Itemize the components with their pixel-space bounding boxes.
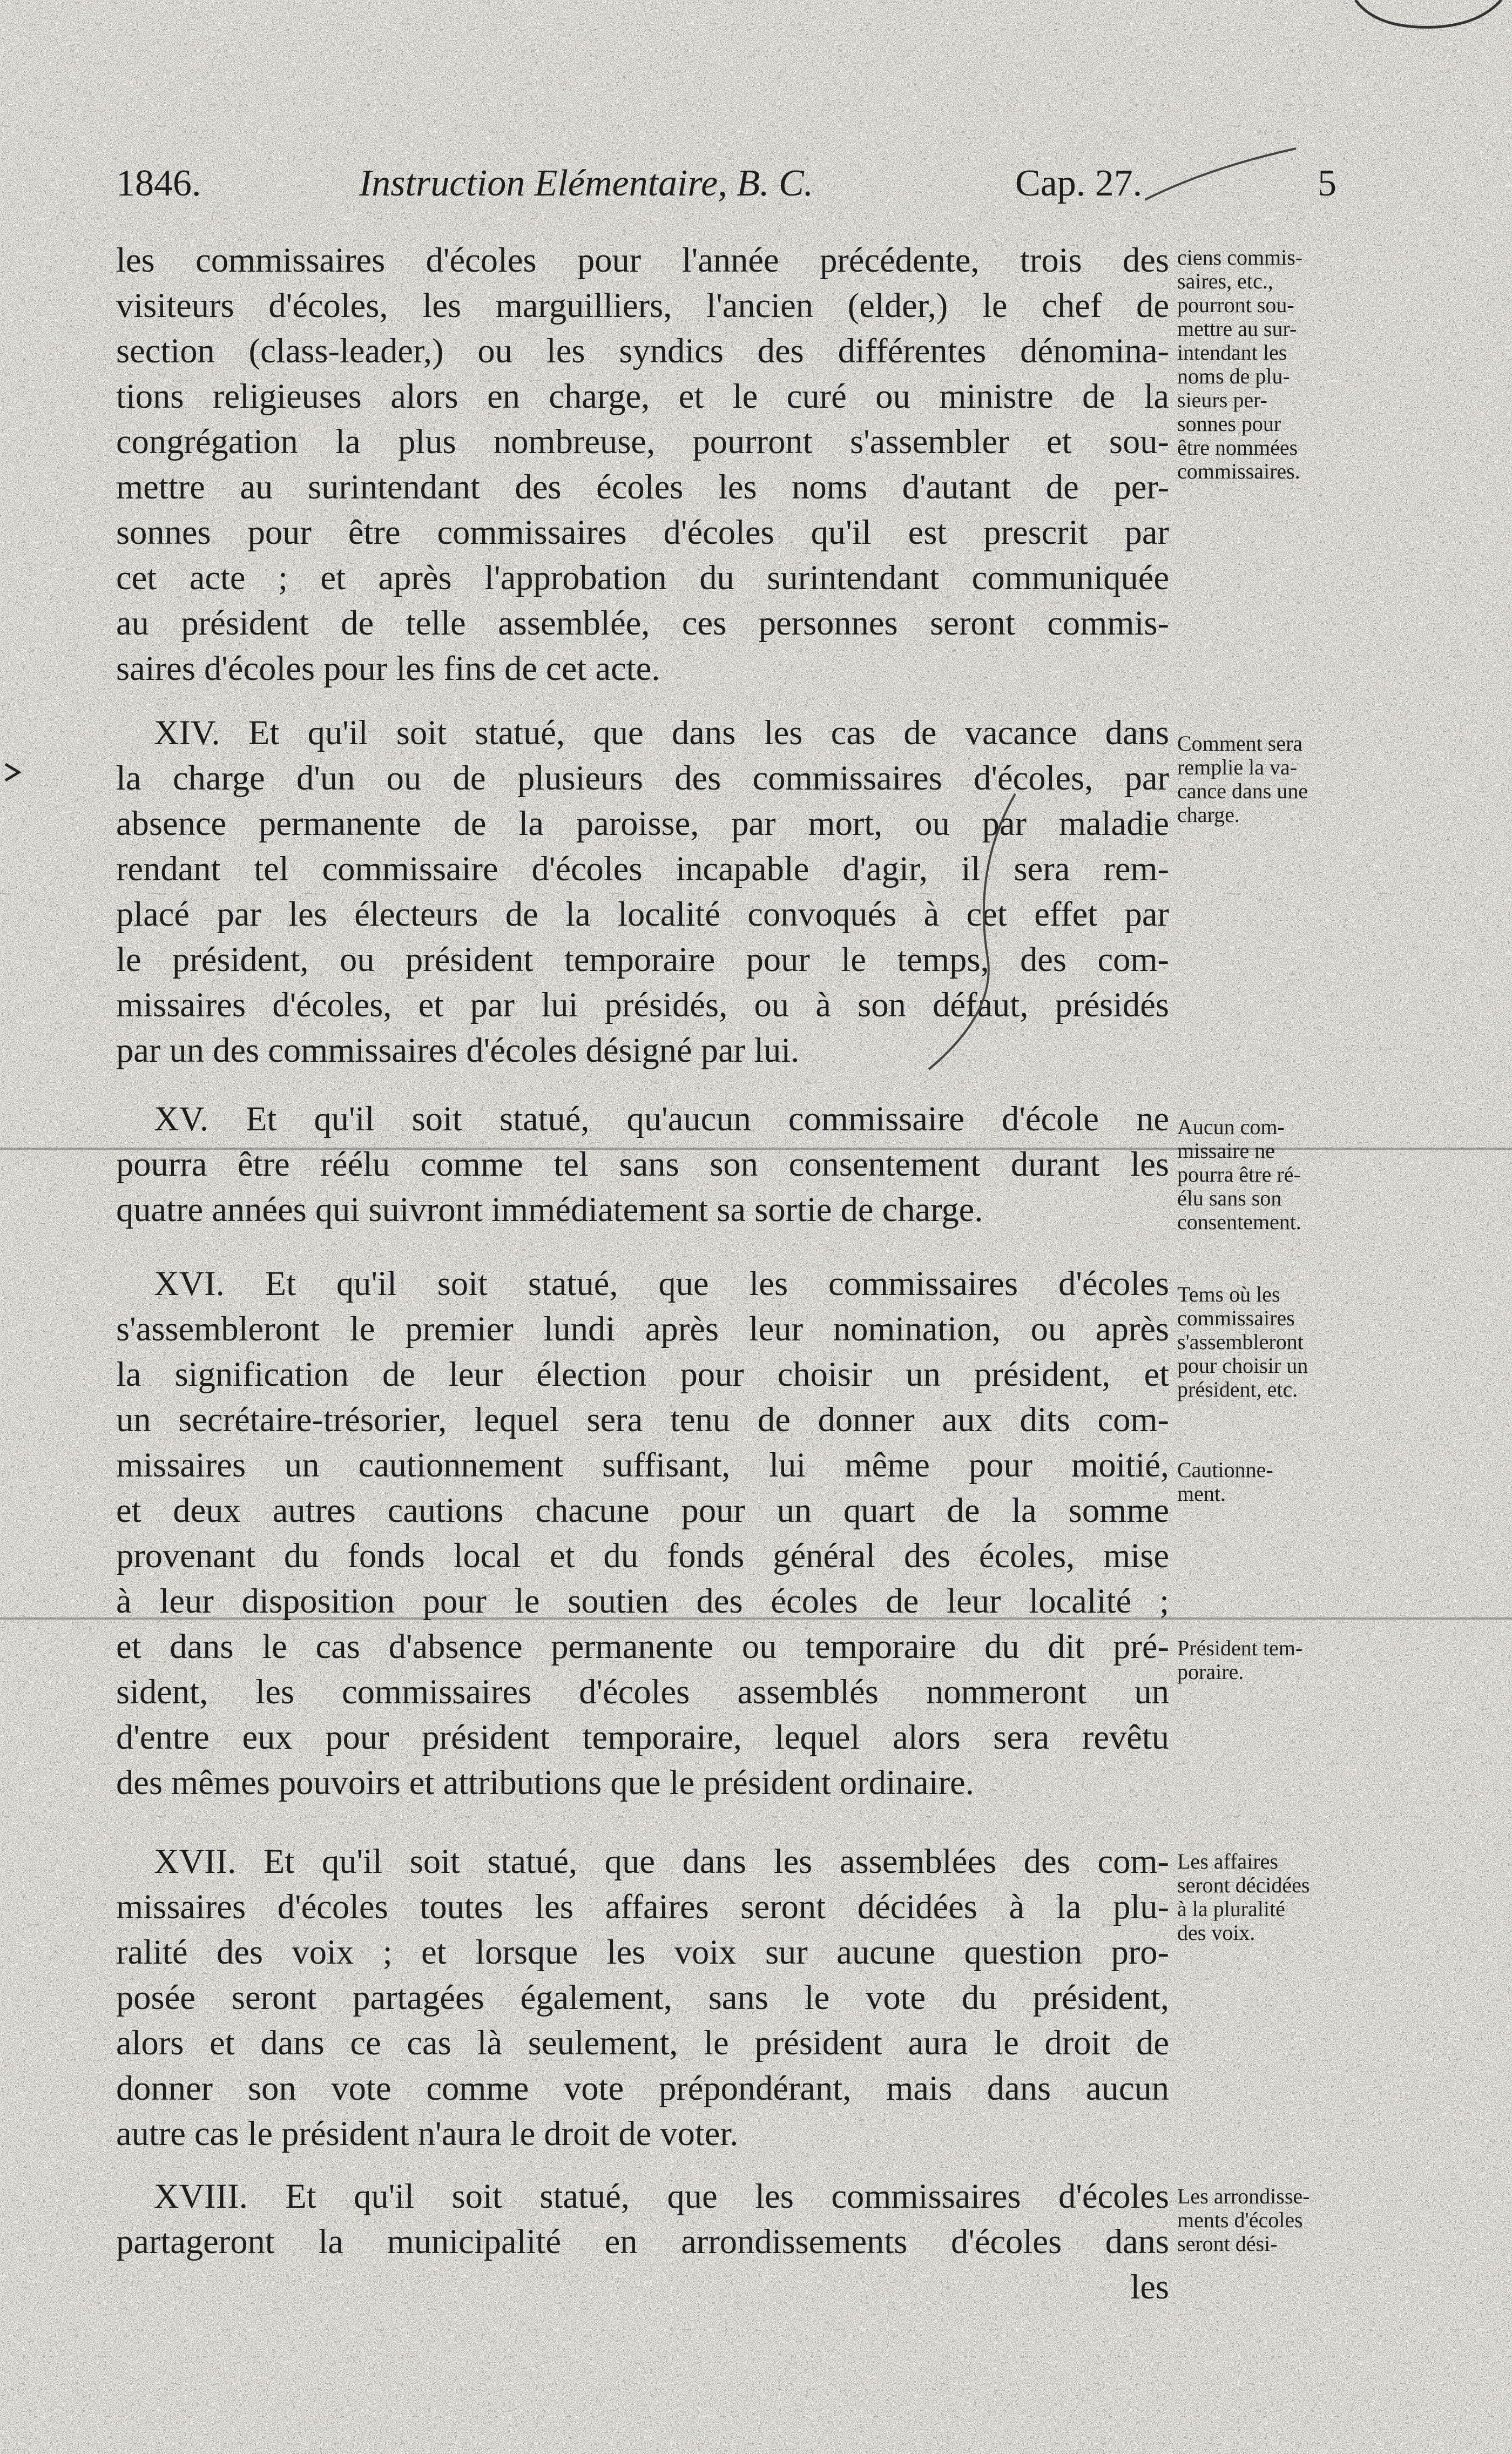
header-year: 1846. (116, 162, 201, 205)
text-line: placé par les électeurs de la localité convoqués à cet effet par (116, 892, 1169, 937)
text-line: rendant tel commissaire d'écoles incapable d'agir, il sera rem- (116, 846, 1169, 892)
text-line: sident, les commissaires d'écoles assemblés nommeront un (116, 1669, 1169, 1715)
margin-line: s'assembleront (1177, 1330, 1372, 1354)
text-line: section (class-leader,) ou les syndics des différentes dénomina- (116, 328, 1169, 374)
text-line: au président de telle assemblée, ces personnes seront commis- (116, 601, 1169, 646)
text-line: le président, ou président temporaire pour le temps, des com- (116, 937, 1169, 982)
text-line: pourra être réélu comme tel sans son consentement durant les (116, 1142, 1169, 1187)
text-line: à leur disposition pour le soutien des écoles de leur localité ; (116, 1579, 1169, 1624)
text-line: missaires un cautionnement suffisant, lui même pour moitié, (116, 1442, 1169, 1488)
text-line: ralité des voix ; et lorsque les voix sur aucune question pro- (116, 1930, 1169, 1975)
margin-line: être nommées (1177, 436, 1372, 460)
margin-line: seront décidées (1177, 1873, 1372, 1897)
text-line: mettre au surintendant des écoles les noms d'autant de per- (116, 464, 1169, 510)
text-line: la signification de leur élection pour choisir un président, et (116, 1352, 1169, 1397)
text-line: visiteurs d'écoles, les marguilliers, l'ancien (elder,) le chef de (116, 283, 1169, 328)
text-line: provenant du fonds local et du fonds général des écoles, mise (116, 1533, 1169, 1579)
catchword: les (116, 2264, 1169, 2310)
margin-line: noms de plu- (1177, 365, 1372, 388)
text-line: congrégation la plus nombreuse, pourront s'assembler et sou- (116, 419, 1169, 464)
header-chapter: Cap. 27. (1015, 162, 1142, 205)
margin-line: seront dési- (1177, 2232, 1372, 2256)
text-line: donner son vote comme vote prépondérant, mais dans aucun (116, 2066, 1169, 2111)
text-line: tions religieuses alors en charge, et le curé ou ministre de la (116, 374, 1169, 419)
text-line: des mêmes pouvoirs et attributions que le président ordinaire. (116, 1760, 1169, 1805)
page-number: 5 (1318, 162, 1336, 205)
text-line: cet acte ; et après l'approbation du surintendant communiquée (116, 555, 1169, 601)
margin-line: cance dans une (1177, 779, 1372, 803)
margin-line: remplie la va- (1177, 756, 1372, 779)
margin-line: commissaires. (1177, 460, 1372, 483)
text-line: et deux autres cautions chacune pour un quart de la somme (116, 1488, 1169, 1533)
text-line: s'assembleront le premier lundi après leur nomination, ou après (116, 1306, 1169, 1352)
margin-line: élu sans son (1177, 1186, 1372, 1210)
text-line: alors et dans ce cas là seulement, le président aura le droit de (116, 2020, 1169, 2066)
margin-line: pourra être ré- (1177, 1163, 1372, 1186)
text-line: sonnes pour être commissaires d'écoles qu'il est prescrit par (116, 510, 1169, 555)
margin-line: poraire. (1177, 1660, 1372, 1684)
margin-line: consentement. (1177, 1210, 1372, 1234)
margin-line: ment. (1177, 1482, 1372, 1506)
text-line: missaires d'écoles, et par lui présidés, ou à son défaut, présidés (116, 982, 1169, 1028)
text-line: autre cas le président n'aura le droit de voter. (116, 2111, 1169, 2156)
text-line: saires d'écoles pour les fins de cet acte. (116, 646, 1169, 691)
text-line: un secrétaire-trésorier, lequel sera tenu de donner aux dits com- (116, 1397, 1169, 1442)
margin-line: pourront sou- (1177, 293, 1372, 317)
margin-line: Aucun com- (1177, 1115, 1372, 1139)
text-line: XVI. Et qu'il soit statué, que les commissaires d'écoles (116, 1261, 1169, 1306)
text-line: posée seront partagées également, sans le vote du président, (116, 1975, 1169, 2020)
text-line: missaires d'écoles toutes les affaires seront décidées à la plu- (116, 1884, 1169, 1930)
margin-line: ciens commis- (1177, 246, 1372, 269)
margin-line: Cautionne- (1177, 1458, 1372, 1482)
text-line: XVIII. Et qu'il soit statué, que les commissaires d'écoles (116, 2174, 1169, 2219)
margin-line: missaire ne (1177, 1139, 1372, 1163)
margin-line: charge. (1177, 803, 1372, 827)
margin-line: sieurs per- (1177, 388, 1372, 412)
margin-line: mettre au sur- (1177, 317, 1372, 341)
text-line: les commissaires d'écoles pour l'année précédente, trois des (116, 238, 1169, 283)
text-line: XV. Et qu'il soit statué, qu'aucun commissaire d'école ne (116, 1096, 1169, 1142)
margin-line: ments d'écoles (1177, 2208, 1372, 2232)
text-line: et dans le cas d'absence permanente ou temporaire du dit pré- (116, 1624, 1169, 1669)
text-line: absence permanente de la paroisse, par mort, ou par maladie (116, 801, 1169, 846)
margin-line: à la pluralité (1177, 1897, 1372, 1921)
margin-line: Président tem- (1177, 1636, 1372, 1660)
margin-line: Les arrondisse- (1177, 2185, 1372, 2208)
margin-line: des voix. (1177, 1921, 1372, 1945)
margin-line: pour choisir un (1177, 1354, 1372, 1378)
text-line: partageront la municipalité en arrondissements d'écoles dans (116, 2219, 1169, 2264)
text-line: XIV. Et qu'il soit statué, que dans les cas de vacance dans (116, 710, 1169, 756)
text-line: d'entre eux pour président temporaire, lequel alors sera revêtu (116, 1715, 1169, 1760)
margin-line: Comment sera (1177, 732, 1372, 756)
header-title: Instruction Elémentaire, B. C. (359, 162, 813, 205)
margin-line: président, etc. (1177, 1378, 1372, 1401)
text-line: quatre années qui suivront immédiatement sa sortie de charge. (116, 1187, 1169, 1232)
margin-line: Les affaires (1177, 1850, 1372, 1873)
margin-line: Tems où les (1177, 1283, 1372, 1306)
margin-line: sonnes pour (1177, 412, 1372, 436)
text-line: la charge d'un ou de plusieurs des commissaires d'écoles, par (116, 756, 1169, 801)
margin-line: saires, etc., (1177, 269, 1372, 293)
margin-line: commissaires (1177, 1306, 1372, 1330)
margin-line: intendant les (1177, 341, 1372, 365)
text-line: par un des commissaires d'écoles désigné par lui. (116, 1028, 1169, 1073)
text-line: XVII. Et qu'il soit statué, que dans les assemblées des com- (116, 1839, 1169, 1884)
